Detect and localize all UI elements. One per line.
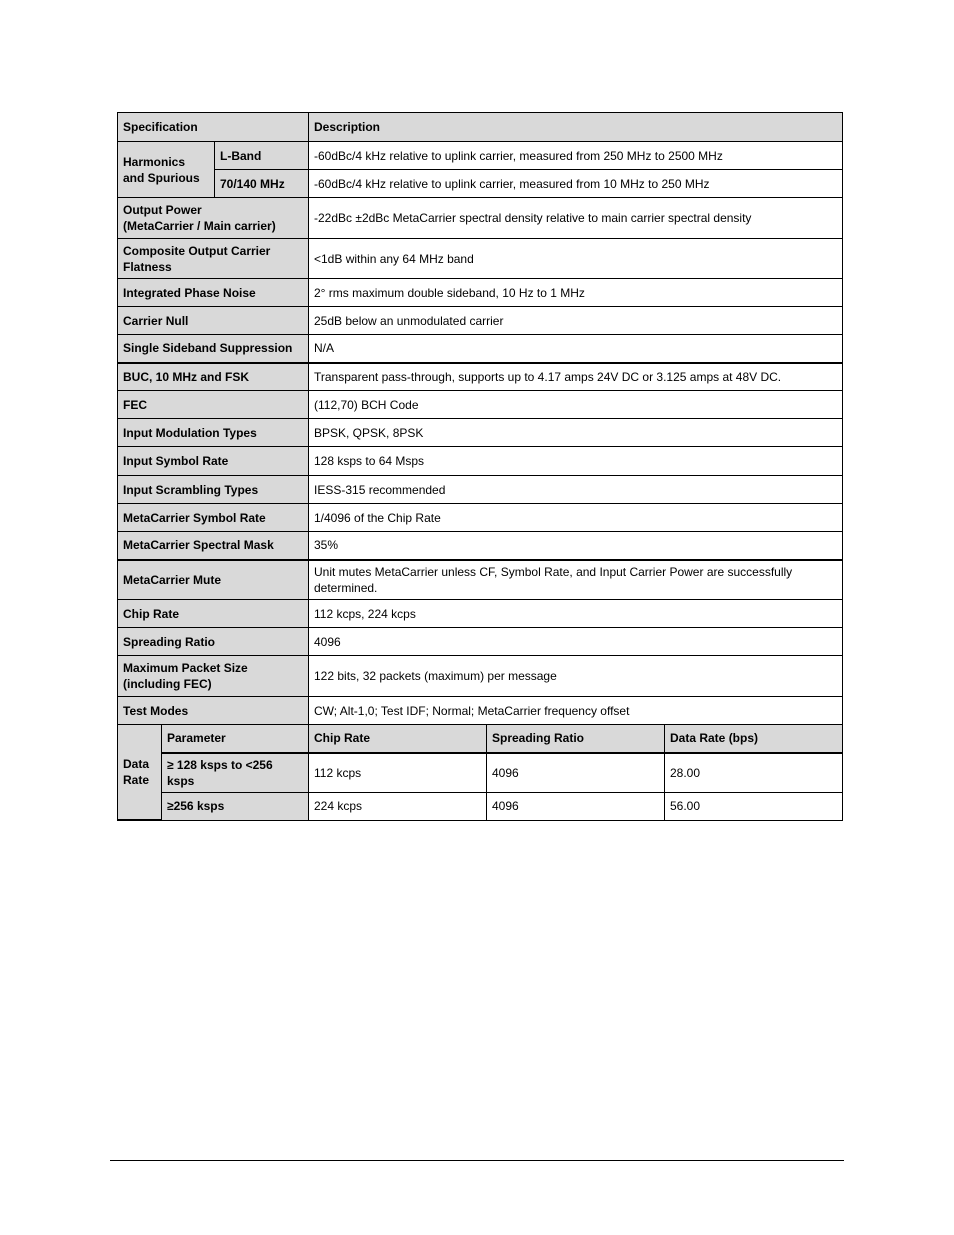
spec-harmonics-spurious: Harmonics and Spurious <box>118 142 215 198</box>
spec-line: Output Power <box>123 203 202 217</box>
desc-max-packet-size: 122 bits, 32 packets (maximum) per message <box>309 656 843 697</box>
header-specification: Specification <box>118 113 309 142</box>
desc-sideband-suppression: N/A <box>309 335 843 363</box>
desc-input-modulation: BPSK, QPSK, 8PSK <box>309 419 843 447</box>
spec-buc-fsk: BUC, 10 MHz and FSK <box>118 363 309 391</box>
header-parameter: Parameter <box>162 725 309 753</box>
data-rate-value: 56.00 <box>665 792 843 820</box>
desc-input-symbol-rate: 128 ksps to 64 Msps <box>309 447 843 476</box>
table-row <box>118 335 843 363</box>
data-rate-spreading-ratio: 4096 <box>487 753 665 793</box>
desc-phase-noise: 2° rms maximum double sideband, 10 Hz to 1 MHz <box>309 279 843 307</box>
spec-spreading-ratio: Spreading Ratio <box>118 628 309 656</box>
spec-phase-noise: Integrated Phase Noise <box>118 279 309 307</box>
table-row <box>118 600 843 628</box>
data-rate-header-row <box>118 725 843 753</box>
desc-buc-fsk: Transparent pass-through, supports up to 4.17 amps 24V DC or 3.125 amps at 48V DC. <box>309 363 843 391</box>
data-rate-value: 28.00 <box>665 753 843 793</box>
specification-table <box>117 112 843 821</box>
table-row <box>118 504 843 532</box>
spec-line: (MetaCarrier / Main carrier) <box>123 219 276 233</box>
table-row <box>118 447 843 476</box>
spec-line: Flatness <box>123 259 172 274</box>
table-row <box>118 628 843 656</box>
desc-carrier-null: 25dB below an unmodulated carrier <box>309 307 843 335</box>
footer-rule <box>110 1160 844 1161</box>
table-row <box>118 419 843 447</box>
table-row <box>118 279 843 307</box>
desc-metacarrier-spectral-mask: 35% <box>309 532 843 560</box>
table-row <box>118 391 843 419</box>
data-rate-chip-rate: 224 kcps <box>309 792 487 820</box>
data-rate-row <box>118 753 843 793</box>
spec-carrier-null: Carrier Null <box>118 307 309 335</box>
spec-max-packet-size <box>118 656 309 697</box>
spec-composite-flatness <box>118 239 309 279</box>
data-rate-parameter: ≥ 128 ksps to <256 ksps <box>162 753 309 793</box>
spec-input-scrambling: Input Scrambling Types <box>118 476 309 504</box>
data-rate-parameter: ≥256 ksps <box>162 792 309 820</box>
desc-input-scrambling: IESS-315 recommended <box>309 476 843 504</box>
spec-output-power <box>118 198 309 239</box>
table-row <box>118 656 843 697</box>
spec-sub-l-band: L-Band <box>215 142 309 170</box>
data-rate-chip-rate: 112 kcps <box>309 753 487 793</box>
spec-line: Composite Output Carrier <box>123 243 271 258</box>
spec-test-modes: Test Modes <box>118 697 309 725</box>
spec-input-symbol-rate: Input Symbol Rate <box>118 447 309 476</box>
desc-metacarrier-symbol-rate: 1/4096 of the Chip Rate <box>309 504 843 532</box>
desc-test-modes: CW; Alt-1,0; Test IDF; Normal; MetaCarrier frequency offset <box>309 697 843 725</box>
table-row <box>118 560 843 600</box>
desc-output-power: -22dBc ±2dBc MetaCarrier spectral density relative to main carrier spectral density <box>309 198 843 239</box>
spec-metacarrier-spectral-mask: MetaCarrier Spectral Mask <box>118 532 309 560</box>
spec-sideband-suppression: Single Sideband Suppression <box>118 335 309 363</box>
header-description: Description <box>309 113 843 142</box>
spec-line: Rate <box>123 773 150 787</box>
spec-line: (including FEC) <box>123 677 212 691</box>
spec-line: Maximum Packet Size <box>123 661 248 675</box>
spec-chip-rate: Chip Rate <box>118 600 309 628</box>
data-rate-row <box>118 792 843 820</box>
header-chip-rate: Chip Rate <box>309 725 487 753</box>
table-row <box>118 142 843 170</box>
desc-spreading-ratio: 4096 <box>309 628 843 656</box>
table-row <box>118 239 843 279</box>
desc-composite-flatness: <1dB within any 64 MHz band <box>309 239 843 279</box>
spec-data-rate <box>118 725 162 821</box>
table-row <box>118 476 843 504</box>
table-row <box>118 198 843 239</box>
spec-metacarrier-symbol-rate: MetaCarrier Symbol Rate <box>118 504 309 532</box>
header-spreading-ratio: Spreading Ratio <box>487 725 665 753</box>
desc-70-140-mhz: -60dBc/4 kHz relative to uplink carrier, measured from 10 MHz to 250 MHz <box>309 170 843 198</box>
header-data-rate: Data Rate (bps) <box>665 725 843 753</box>
desc-fec: (112,70) BCH Code <box>309 391 843 419</box>
table-row <box>118 363 843 391</box>
spec-sub-70-140-mhz: 70/140 MHz <box>215 170 309 198</box>
desc-metacarrier-mute: Unit mutes MetaCarrier unless CF, Symbol Rate, and Input Carrier Power are successfully determined. <box>309 560 843 600</box>
spec-metacarrier-mute: MetaCarrier Mute <box>118 560 309 600</box>
table-header-row <box>118 113 843 142</box>
desc-l-band: -60dBc/4 kHz relative to uplink carrier, measured from 250 MHz to 2500 MHz <box>309 142 843 170</box>
table-row <box>118 170 843 198</box>
spec-input-modulation: Input Modulation Types <box>118 419 309 447</box>
table-row <box>118 532 843 560</box>
data-rate-spreading-ratio: 4096 <box>487 792 665 820</box>
spec-line: Data <box>123 757 150 771</box>
spec-fec: FEC <box>118 391 309 419</box>
table-row <box>118 307 843 335</box>
desc-chip-rate: 112 kcps, 224 kcps <box>309 600 843 628</box>
table-row <box>118 697 843 725</box>
